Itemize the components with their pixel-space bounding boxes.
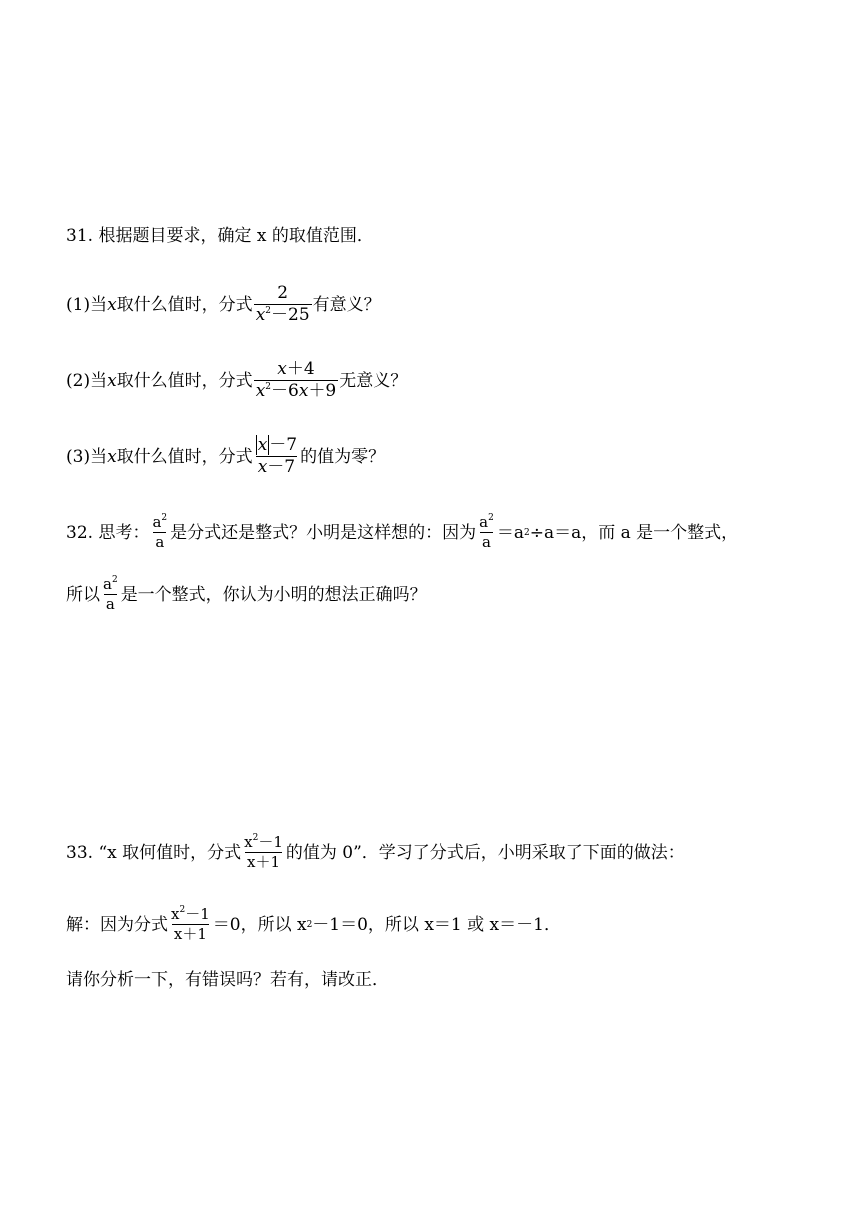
fraction-1: $\frac{2}{x^2-25}$ [255, 283, 310, 325]
fraction-x2-1-over-x1: $\frac{x^2-1}{x+1}$ [244, 833, 283, 871]
fraction-a2-over-a-2: $\frac{a^2}{a}$ [479, 513, 494, 551]
q33-ask: 请你分析一下，有错误吗？若有，请改正． [66, 970, 389, 990]
fraction-3: $\frac{x -7}{x-7}$ [257, 435, 298, 477]
q33-line1: 33. “x 取何值时，分式 $\frac{x^2-1}{x+1}$ 的值为 0”．学习了分式后，小明采取了下面的做法： [66, 833, 685, 871]
q31-title: 31. 根据题目要求，确定 x 的取值范围． [66, 226, 374, 246]
q32-line2: 所以 $\frac{a^2}{a}$ 是一个整式，你认为小明的想法正确吗？ [66, 575, 427, 613]
fraction-a2-over-a-3: $\frac{a^2}{a}$ [103, 575, 118, 613]
q33-solution: 解：因为分式 $\frac{x^2-1}{x+1}$ ＝0，所以 x 2 －1＝0，所以 x＝1 或 x＝－1． [66, 905, 561, 943]
q31-part1: (1)当 x 取什么值时，分式 $\frac{2}{x^2-25}$ 有意义？ [66, 283, 381, 325]
fraction-a2-over-a: $\frac{a^2}{a}$ [152, 513, 168, 551]
fraction-x2-1-over-x1-2: $\frac{x^2-1}{x+1}$ [171, 905, 210, 943]
q31-part2: (2)当 x 取什么值时，分式 $\frac{x+4}{x^2-6x+9}$ 无意义？ [66, 359, 408, 401]
q31-part3: (3)当 x 取什么值时，分式 $\frac{x -7}{x-7}$ 的值为零？ [66, 435, 386, 477]
q32-line1: 32. 思考： $\frac{a^2}{a}$ 是分式还是整式？小明是这样想的：因为 $\frac{a^2}{a}$ ＝a 2 ÷a＝a，而 a 是一个整式， [66, 513, 739, 551]
fraction-2: $\frac{x+4}{x^2-6x+9}$ [255, 359, 337, 401]
